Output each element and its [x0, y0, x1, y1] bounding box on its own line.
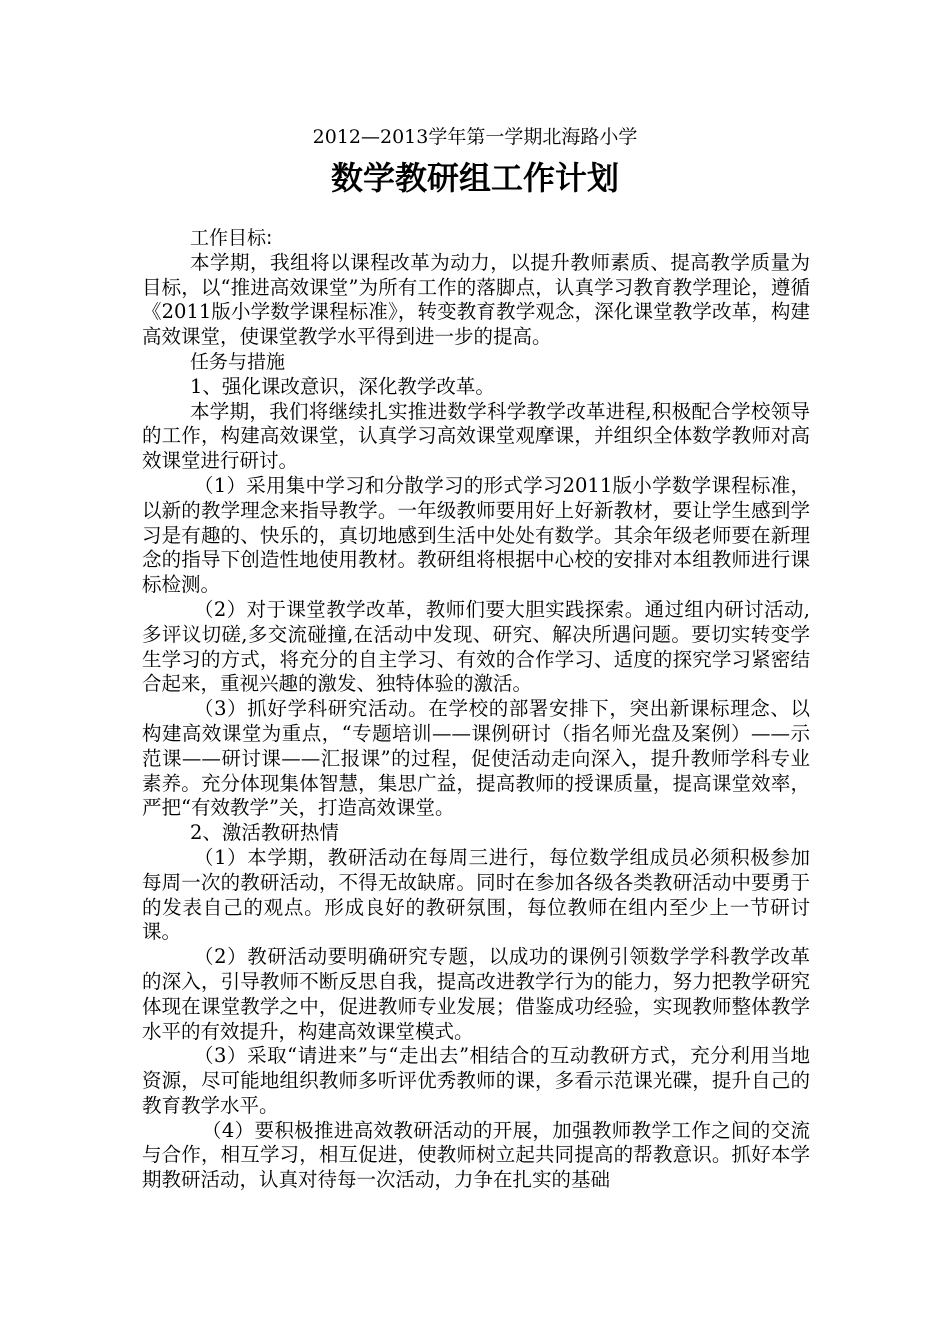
tasks-heading: 任务与措施	[190, 350, 286, 373]
document-body	[142, 226, 810, 1193]
item2-title: 2、激活教研热情	[190, 821, 339, 845]
item1-point-2: （2）对于课堂教学改革，教师们要大胆实践探索。通过组内研讨活动,多评议切磋,多交流碰撞,在活动中发现、研究、解决所遇问题。要切实转变学生学习的方式，将充分的自主学习、有效的合作学习、适度的探究学习紧密结合起来，重视兴趣的激发、独特体验的激活。	[142, 597, 810, 696]
item1-point-3: （3）抓好学科研究活动。在学校的部署安排下，突出新课标理念、以构建高效课堂为重点，“专题培训——课例研讨（指名师光盘及案例）——示范课——研讨课——汇报课”的过程，促使活动走向深入，提升教师学科专业素养。充分体现集体智慧，集思广益，提高教师的授课质量，提高课堂效率，严把“有效教学”关，打造高效课堂。	[142, 697, 810, 820]
item2-point-3: （3）采取“请进来”与“走出去”相结合的互动教研方式，充分利用当地资源，尽可能地组织教师多听评优秀教师的课，多看示范课光碟，提升自己的教育教学水平。	[142, 1044, 810, 1117]
item2-point-2: （2）教研活动要明确研究专题，以成功的课例引领数学学科教学改革的深入，引导教师不断反思自我，提高改进教学行为的能力，努力把教学研究体现在课堂教学之中，促进教师专业发展；借鉴成功经验，实现教师整体教学水平的有效提升，构建高效课堂模式。	[142, 945, 810, 1043]
item2-point-4: （4）要积极推进高效教研活动的开展，加强教师教学工作之间的交流与合作，相互学习，相互促进，使教师树立起共同提高的帮教意识。抓好本学期教研活动，认真对待每一次活动，力争在扎实的基础	[142, 1118, 810, 1192]
goal-heading: 工作目标:	[190, 227, 273, 249]
page-title: 数学教研组工作计划	[330, 159, 619, 197]
item2-point-1: （1）本学期，教研活动在每周三进行，每位数学组成员必须积极参加每周一次的教研活动，不得无故缺席。同时在参加各级各类教研活动中要勇于的发表自己的观点。形成良好的教研氛围，每位教师在组内至少上一节研讨课。	[142, 845, 810, 944]
item1-paragraph: 本学期，我们将继续扎实推进数学科学教学改革进程,积极配合学校领导的工作，构建高效课堂，认真学习高效课堂观摩课，并组织全体数学教师对高效课堂进行研讨。	[142, 399, 810, 473]
school-term-subtitle: 2012—2013学年第一学期北海路小学	[312, 126, 638, 148]
goal-paragraph: 本学期，我组将以课程改革为动力，以提升教师素质、提高教学质量为目标，以“推进高效课堂”为所有工作的落脚点，认真学习教育教学理论，遵循《2011版小学数学课程标准》，转变教育教学观念，深化课堂教学改革，构建高效课堂，使课堂教学水平得到进一步的提高。	[142, 250, 810, 349]
item1-title: 1、强化课改意识，深化教学改革。	[190, 374, 495, 398]
item1-point-1: （1）采用集中学习和分散学习的形式学习2011版小学数学课程标准，以新的教学理念来指导教学。一年级教师要用好上好新教材，要让学生感到学习是有趣的、快乐的，真切地感到生活中处处有数学。其余年级老师要在新理念的指导下创造性地使用教材。教研组将根据中心校的安排对本组教师进行课标检测。	[142, 473, 810, 597]
